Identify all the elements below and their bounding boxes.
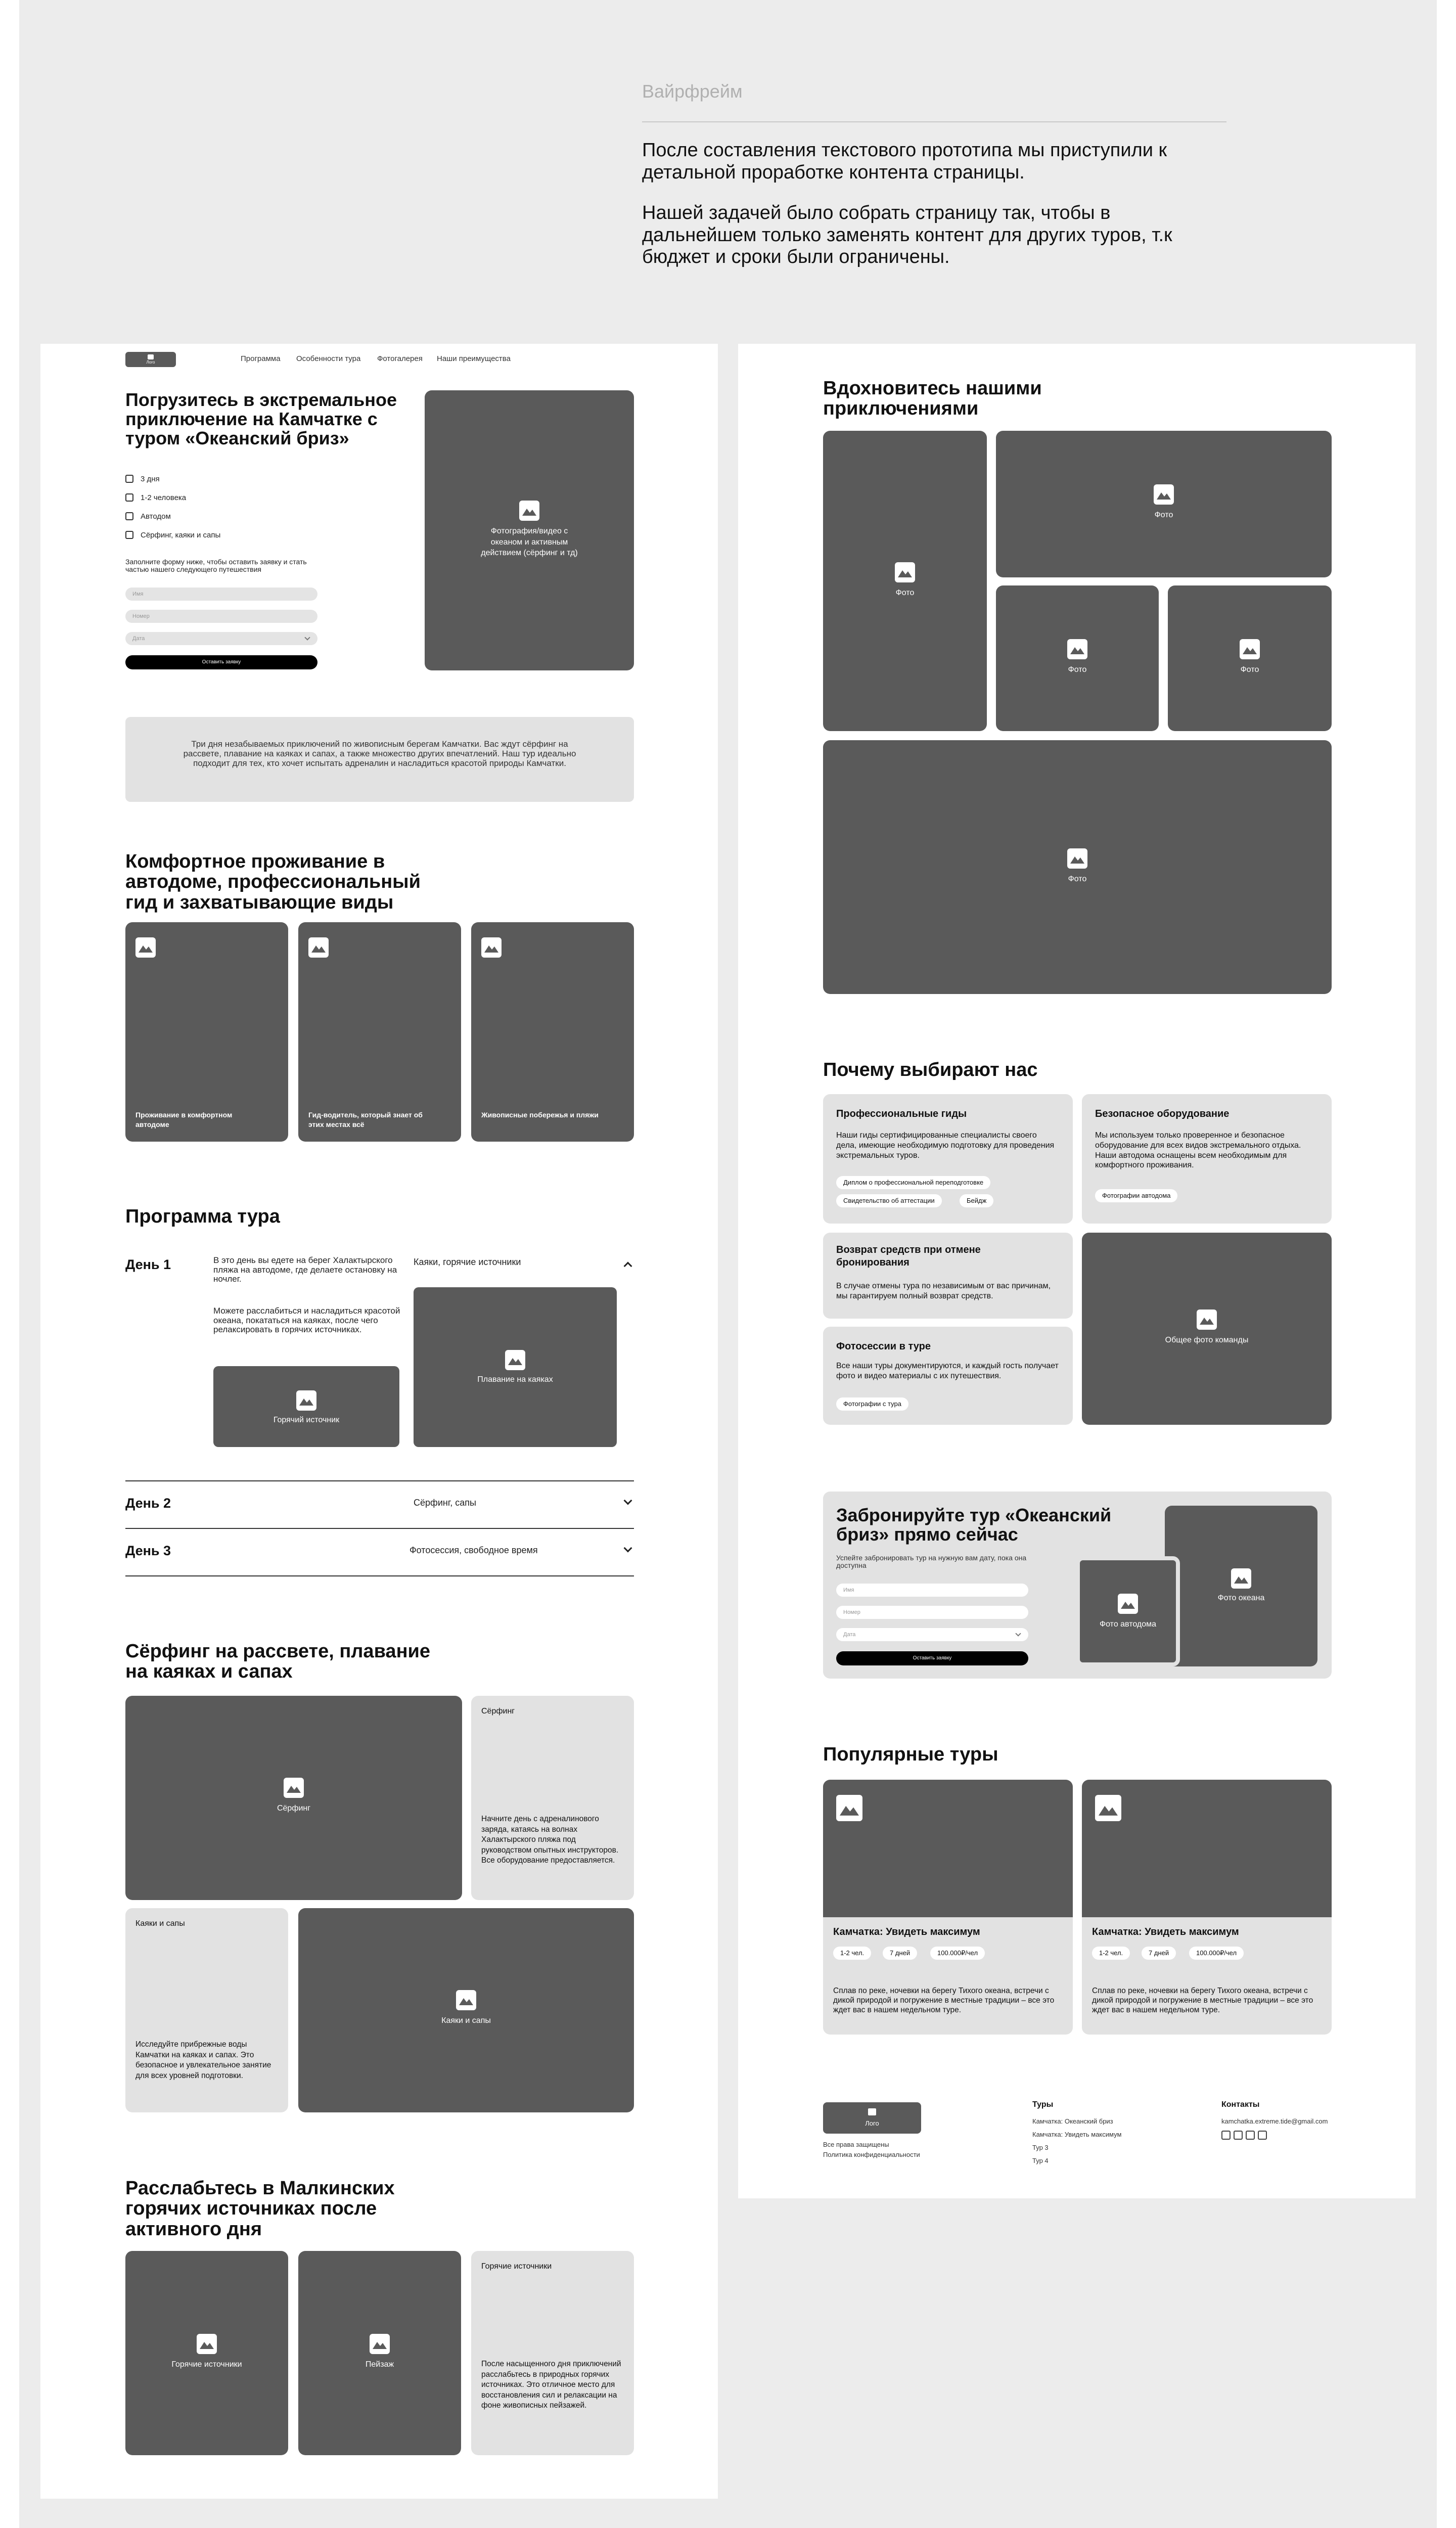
badge-pill[interactable]: Бейдж bbox=[960, 1194, 993, 1207]
social-icon[interactable] bbox=[1234, 2131, 1243, 2140]
why-photo-title: Фотосессии в туре bbox=[836, 1341, 931, 1352]
booking-camper-photo bbox=[1076, 1556, 1180, 1666]
footer-tour-link[interactable]: Тур 4 bbox=[1032, 2157, 1049, 2164]
image-icon bbox=[519, 501, 539, 521]
hotsprings-title: Расслабьтесь в Малкинских горячих источниках после активного дня bbox=[125, 2178, 395, 2240]
hero-phone-input[interactable]: Номер bbox=[125, 610, 317, 623]
kayak-image bbox=[298, 1908, 634, 2112]
kayak-card-text: Исследуйте прибрежные воды Камчатки на каяках и сапах. Это безопасное и увлекательное занятие для всех уровней подготовки. bbox=[135, 2040, 271, 2080]
gallery-photo-small-1 bbox=[996, 585, 1159, 731]
why-guides-card bbox=[823, 1094, 1073, 1224]
day-2-label[interactable]: День 2 bbox=[125, 1496, 171, 1511]
gallery-photo-caption: Фото bbox=[1154, 511, 1173, 519]
footer-logo[interactable] bbox=[823, 2102, 921, 2134]
why-photo-card bbox=[823, 1327, 1073, 1425]
image-icon bbox=[1095, 1795, 1121, 1821]
why-title: Почему выбирают нас bbox=[823, 1059, 1038, 1080]
booking-camper-caption: Фото автодома bbox=[1099, 1620, 1157, 1629]
image-icon bbox=[481, 937, 502, 958]
footer-logo-text: Лого bbox=[865, 2119, 879, 2127]
gallery-photo-caption: Фото bbox=[1068, 875, 1087, 883]
hero-name-input[interactable]: Имя bbox=[125, 588, 317, 601]
image-icon bbox=[1154, 484, 1174, 505]
divider bbox=[125, 1528, 634, 1529]
image-icon bbox=[505, 1350, 525, 1370]
logo[interactable] bbox=[125, 352, 176, 367]
footer-tour-link[interactable]: Тур 3 bbox=[1032, 2144, 1049, 2151]
why-guides-title: Профессиональные гиды bbox=[836, 1108, 967, 1119]
divider bbox=[125, 1575, 634, 1576]
booking-ocean-photo bbox=[1165, 1506, 1317, 1666]
gallery-photo-caption: Фото bbox=[1068, 665, 1087, 674]
tour-description-box bbox=[125, 717, 634, 802]
social-icon[interactable] bbox=[1258, 2131, 1267, 2140]
logo-text: Лого bbox=[146, 360, 155, 365]
nav-item-gallery[interactable]: Фотогалерея bbox=[377, 354, 423, 363]
feature-activities: Сёрфинг, каяки и сапы bbox=[141, 531, 221, 539]
feature-checkbox bbox=[125, 475, 133, 483]
why-guides-text: Наши гиды сертифицированные специалисты своего дела, имеющие необходимую подготовку для проведения экстремальных туров. bbox=[836, 1131, 1055, 1160]
hotsprings-image-caption: Горячие источники bbox=[171, 2360, 242, 2369]
why-refund-text: В случае отмены тура по независимым от вас причинам, мы гарантируем полный возврат средств. bbox=[836, 1282, 1051, 1300]
image-icon bbox=[1067, 848, 1087, 869]
logo-icon bbox=[148, 354, 154, 359]
footer-policy-link[interactable]: Политика конфиденциальности bbox=[823, 2151, 920, 2158]
hero-media-caption: Фотография/видео с океаном и активным действием (сёрфинг и тд) bbox=[481, 527, 578, 558]
hotsprings-card bbox=[471, 2251, 634, 2455]
hotsprings-card-title: Горячие источники bbox=[481, 2262, 552, 2271]
feature-checkbox bbox=[125, 531, 133, 539]
social-icon[interactable] bbox=[1246, 2131, 1255, 2140]
why-safe-text: Мы используем только проверенное и безопасное оборудование для всех видов экстремального отдыха. Наши автодома оснащены всем необходимым для комфортного проживания. bbox=[1095, 1131, 1301, 1170]
chevron-down-icon bbox=[1015, 1631, 1021, 1636]
surf-image-caption: Сёрфинг bbox=[277, 1804, 311, 1813]
hero-form-text: Заполните форму ниже, чтобы оставить заявку и стать частью нашего следующего путешествия bbox=[125, 558, 307, 574]
day-1-image-hotspring bbox=[213, 1366, 399, 1447]
hero-title: Погрузитесь в экстремальное приключение на Камчатке с туром «Океанский бриз» bbox=[125, 389, 397, 448]
footer-email[interactable]: kamchatka.extreme.tide@gmail.com bbox=[1221, 2117, 1328, 2125]
why-refund-title: Возврат средств при отмене бронирования bbox=[836, 1244, 981, 1268]
tour-tag: 1-2 чел. bbox=[833, 1947, 871, 1960]
intro-paragraph-1: После составления текстового прототипа мы приступили к детальной проработке контента страницы. bbox=[642, 140, 1167, 183]
tour-tag: 100.000₽/чел bbox=[930, 1947, 985, 1960]
day-1-summary: Каяки, горячие источники bbox=[414, 1257, 521, 1267]
image-icon bbox=[296, 1390, 316, 1411]
tour-card[interactable] bbox=[1082, 1780, 1332, 2035]
logo-icon bbox=[868, 2108, 876, 2115]
image-icon bbox=[1197, 1310, 1217, 1330]
kayak-image-caption: Каяки и сапы bbox=[441, 2016, 491, 2025]
image-icon bbox=[284, 1778, 304, 1798]
image-icon bbox=[1067, 639, 1087, 659]
team-photo bbox=[1082, 1233, 1332, 1425]
tour-tag: 1-2 чел. bbox=[1092, 1947, 1130, 1960]
chevron-down-icon bbox=[304, 635, 310, 640]
team-photo-caption: Общее фото команды bbox=[1165, 1336, 1249, 1344]
tour-description: Три дня незабываемых приключений по живописным берегам Камчатки. Вас ждут сёрфинг на рассвете, плавание на каяках и сапах, а также множество других впечатлений. Наш тур идеально подходит для тех, кто хочет испытать адреналин и насладиться красотой природы Камчатки. bbox=[183, 739, 576, 769]
kayak-card-title: Каяки и сапы bbox=[135, 1919, 185, 1928]
hotsprings-image bbox=[125, 2251, 288, 2455]
kayak-card bbox=[125, 1908, 288, 2112]
booking-ocean-caption: Фото океана bbox=[1217, 1594, 1265, 1602]
footer-tour-link[interactable]: Камчатка: Океанский бриз bbox=[1032, 2117, 1113, 2125]
booking-phone-input[interactable]: Номер bbox=[836, 1606, 1028, 1619]
feature-checkbox bbox=[125, 512, 133, 520]
intro-divider bbox=[642, 121, 1226, 122]
surf-card-title: Сёрфинг bbox=[481, 1707, 515, 1716]
surf-card-text: Начните день с адреналинового заряда, катаясь на волнах Халактырского пляжа под руководством опытных инструкторов. Все оборудование предоставляется. bbox=[481, 1815, 619, 1865]
day-3-summary: Фотосессия, свободное время bbox=[410, 1545, 538, 1555]
gallery-photo-tall bbox=[823, 431, 987, 731]
comfort-card-label: Живописные побережья и пляжи bbox=[481, 1111, 599, 1119]
day-1-text-2: Можете расслабиться и насладиться красотой океана, покататься на каяках, после чего релаксировать в горячих источниках. bbox=[213, 1306, 400, 1335]
feature-checkbox bbox=[125, 493, 133, 502]
gallery-photo-small-2 bbox=[1168, 585, 1332, 731]
gallery-photo-caption: Фото bbox=[1240, 665, 1259, 674]
gallery-photo-large bbox=[823, 740, 1332, 994]
booking-name-input[interactable]: Имя bbox=[836, 1584, 1028, 1597]
tour-tag: 7 дней bbox=[1142, 1947, 1176, 1960]
camper-photos-pill[interactable]: Фотографии автодома bbox=[1095, 1189, 1177, 1202]
surf-image bbox=[125, 1696, 462, 1900]
hotsprings-card-text: После насыщенного дня приключений расслабьтесь в природных горячих источниках. Это отличное место для восстановления сил и релаксации на фоне живописных пейзажей. bbox=[481, 2360, 621, 2410]
tour-card-text: Сплав по реке, ночевки на берегу Тихого океана, встречи с дикой природой и погружение в местные традиции – все это ждет вас в нашем недельном туре. bbox=[833, 1987, 1055, 2015]
day-1-image-kayak-caption: Плавание на каяках bbox=[477, 1375, 553, 1384]
hero-date-select[interactable] bbox=[125, 632, 317, 645]
booking-date-placeholder: Дата bbox=[843, 1632, 856, 1638]
footer-rights: Все права защищены bbox=[823, 2141, 889, 2148]
popular-title: Популярные туры bbox=[823, 1744, 998, 1765]
social-icon[interactable] bbox=[1221, 2131, 1231, 2140]
tour-photos-pill[interactable]: Фотографии с тура bbox=[836, 1397, 908, 1411]
tour-tag: 100.000₽/чел bbox=[1189, 1947, 1244, 1960]
nav-item-features[interactable]: Особенности тура bbox=[296, 354, 361, 363]
footer-tours-title: Туры bbox=[1032, 2100, 1054, 2109]
comfort-card-coast bbox=[471, 922, 634, 1142]
image-icon bbox=[895, 562, 915, 582]
comfort-card-label: Гид-водитель, который знает об этих местах всё bbox=[308, 1111, 423, 1128]
nav-item-advantages[interactable]: Наши преимущества bbox=[437, 354, 511, 363]
day-1-text-1: В это день вы едете на берег Халактырского пляжа на автодоме, где делаете остановку на ночлег. bbox=[213, 1255, 397, 1284]
nav-item-program[interactable]: Программа bbox=[241, 354, 281, 363]
booking-submit-button[interactable]: Оставить заявку bbox=[836, 1651, 1028, 1665]
image-icon bbox=[1240, 639, 1260, 659]
feature-camper: Автодом bbox=[141, 512, 171, 521]
comfort-card-label: Проживание в комфортном автодоме bbox=[135, 1111, 233, 1128]
day-1-image-hotspring-caption: Горячий источник bbox=[273, 1416, 340, 1424]
hero-submit-button[interactable]: Оставить заявку bbox=[125, 655, 317, 669]
day-1-image-kayak bbox=[414, 1287, 617, 1447]
feature-people: 1-2 человека bbox=[141, 493, 187, 502]
certificate-pill[interactable]: Свидетельство об аттестации bbox=[836, 1194, 942, 1207]
day-3-label[interactable]: День 3 bbox=[125, 1543, 171, 1558]
booking-section bbox=[823, 1492, 1332, 1679]
landscape-image-caption: Пейзаж bbox=[365, 2360, 394, 2369]
booking-title: Забронируйте тур «Океанский бриз» прямо сейчас bbox=[836, 1505, 1112, 1545]
footer-tour-link[interactable]: Камчатка: Увидеть максимум bbox=[1032, 2131, 1122, 2138]
divider bbox=[125, 1480, 634, 1481]
hero-media bbox=[425, 390, 634, 670]
tour-card-text: Сплав по реке, ночевки на берегу Тихого океана, встречи с дикой природой и погружение в местные традиции – все это ждет вас в нашем недельном туре. bbox=[1092, 1987, 1313, 2015]
tour-card-image bbox=[1082, 1780, 1332, 1917]
surf-title: Сёрфинг на рассвете, плавание на каяках и сапах bbox=[125, 1641, 431, 1683]
image-icon bbox=[1118, 1594, 1138, 1614]
comfort-title: Комфортное проживание в автодоме, профессиональный гид и захватывающие виды bbox=[125, 851, 421, 913]
image-icon bbox=[135, 937, 156, 958]
footer-contacts-title: Контакты bbox=[1221, 2100, 1260, 2109]
day-2-summary: Сёрфинг, сапы bbox=[414, 1498, 476, 1508]
tour-card[interactable] bbox=[823, 1780, 1073, 2035]
comfort-card-camper bbox=[125, 922, 288, 1142]
gallery-title: Вдохновитесь нашими приключениями bbox=[823, 378, 1042, 420]
day-1-label[interactable]: День 1 bbox=[125, 1257, 171, 1272]
gallery-photo-caption: Фото bbox=[895, 589, 915, 597]
image-icon bbox=[836, 1795, 862, 1821]
why-safe-title: Безопасное оборудование bbox=[1095, 1108, 1230, 1119]
image-icon bbox=[370, 2334, 390, 2354]
landscape-image bbox=[298, 2251, 461, 2455]
image-icon bbox=[308, 937, 329, 958]
why-safe-card bbox=[1082, 1094, 1332, 1224]
tour-card-title: Камчатка: Увидеть максимум bbox=[1092, 1926, 1239, 1937]
why-photo-text: Все наши туры документируются, и каждый гость получает фото и видео материалы с их путешествия. bbox=[836, 1362, 1059, 1380]
image-icon bbox=[197, 2334, 217, 2354]
image-icon bbox=[456, 1990, 476, 2010]
booking-text: Успейте забронировать тур на нужную вам дату, пока она доступна bbox=[836, 1554, 1027, 1570]
diploma-pill[interactable]: Диплом о профессиональной переподготовке bbox=[836, 1176, 990, 1189]
tour-card-image bbox=[823, 1780, 1073, 1917]
tour-tag: 7 дней bbox=[883, 1947, 917, 1960]
comfort-card-guide bbox=[298, 922, 461, 1142]
booking-date-select[interactable] bbox=[836, 1628, 1028, 1641]
gallery-photo-wide bbox=[996, 431, 1332, 577]
hero-date-placeholder: Дата bbox=[132, 636, 145, 642]
image-icon bbox=[1231, 1568, 1251, 1589]
feature-days: 3 дня bbox=[141, 475, 160, 483]
why-refund-card bbox=[823, 1233, 1073, 1319]
surf-card bbox=[471, 1696, 634, 1900]
tour-card-title: Камчатка: Увидеть максимум bbox=[833, 1926, 980, 1937]
intro-heading: Вайрфрейм bbox=[642, 81, 743, 102]
intro-paragraph-2: Нашей задачей было собрать страницу так, чтобы в дальнейшем только заменять контент для других туров, т.к бюджет и сроки были ограничены. bbox=[642, 202, 1172, 268]
program-title: Программа тура bbox=[125, 1206, 280, 1227]
